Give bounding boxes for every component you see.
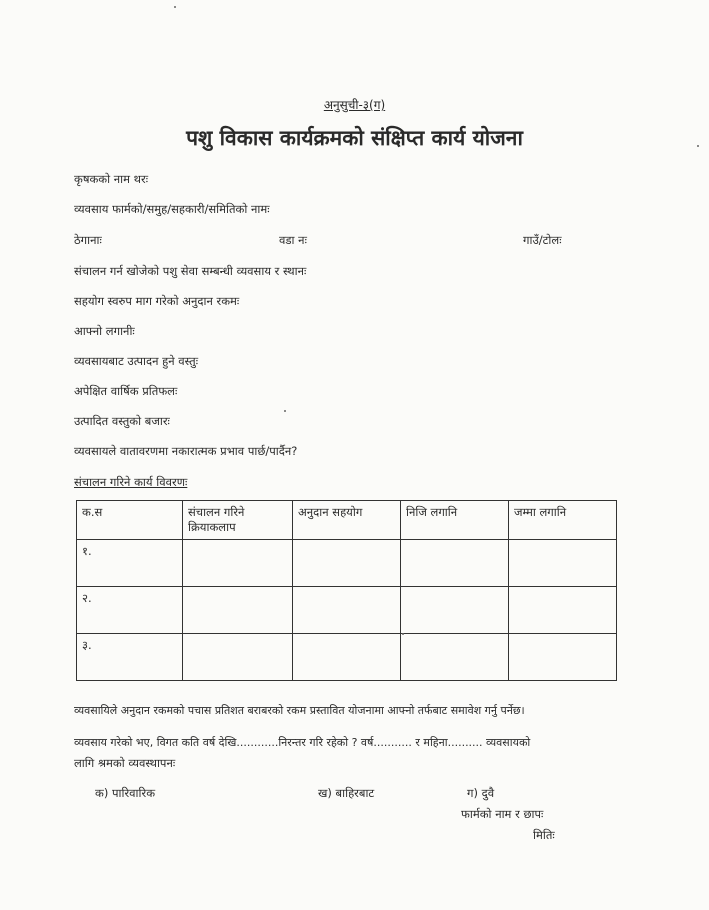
- col-header-serial: क.स: [77, 501, 183, 540]
- col-header-grant: अनुदान सहयोग: [293, 501, 401, 540]
- col-header-activity: संचालन गरिने क्रियाकलाप: [183, 501, 293, 540]
- scan-speck: [174, 6, 176, 8]
- table-header-row: [77, 501, 617, 540]
- page-title: पशु विकास कार्यक्रमको संक्षिप्त कार्य योजना: [186, 126, 523, 150]
- scan-speck: [402, 633, 404, 635]
- table-cell[interactable]: [183, 540, 293, 587]
- business-name-field: व्यवसाय फार्मको/समुह/सहकारी/समितिको नामः: [74, 202, 270, 216]
- business-place-field: संचालन गर्न खोजेको पशु सेवा सम्बन्धी व्यवसाय र स्थानः: [74, 264, 307, 278]
- table-cell[interactable]: [293, 634, 401, 681]
- farmer-name-field: कृषकको नाम थरः: [74, 172, 149, 186]
- experience-line-1: व्यवसाय गरेको भए, विगत कति वर्ष देखि............निरन्तर गरि रहेको ? वर्ष........... र महिना.......... व्यवसायको: [74, 736, 531, 749]
- section-heading: संचालन गरिने कार्य विवरणः: [74, 475, 188, 489]
- table-row: [77, 634, 617, 681]
- experience-line-2: लागि श्रमको व्यवस्थापनः: [74, 756, 176, 770]
- schedule-label: अनुसुची-३(ग): [323, 98, 386, 112]
- table-cell[interactable]: [401, 587, 509, 634]
- scan-speck: [697, 145, 699, 147]
- ward-field: वडा नः: [279, 233, 307, 247]
- labor-option-external: ख) बाहिरबाट: [318, 786, 375, 800]
- products-field: व्यवसायबाट उत्पादन हुने वस्तुः: [74, 354, 199, 368]
- table-cell[interactable]: [509, 634, 617, 681]
- environment-field: व्यवसायले वातावरणमा नकारात्मक प्रभाव पार्छ/पार्दैन?: [74, 444, 298, 458]
- market-field: उत्पादित वस्तुको बजारः: [74, 414, 170, 428]
- table-cell[interactable]: [401, 540, 509, 587]
- expected-return-field: अपेक्षित वार्षिक प्रतिफलः: [74, 384, 178, 398]
- grant-requested-field: सहयोग स्वरुप माग गरेको अनुदान रकमः: [74, 294, 240, 308]
- table-cell[interactable]: [401, 634, 509, 681]
- commitment-paragraph: व्यवसायिले अनुदान रकमको पचास प्रतिशत बराबरको रकम प्रस्तावित योजनामा आफ्नो तर्फबाट समावेश गर्नु पर्नेछ।: [74, 704, 525, 717]
- scan-speck: [284, 410, 286, 412]
- table-cell[interactable]: [293, 540, 401, 587]
- table-cell[interactable]: [509, 587, 617, 634]
- row-number: २.: [77, 587, 183, 634]
- table-cell[interactable]: [293, 587, 401, 634]
- row-number: ३.: [77, 634, 183, 681]
- own-investment-field: आफ्नो लगानीः: [74, 324, 135, 338]
- row-number: १.: [77, 540, 183, 587]
- address-field: ठेगानाः: [74, 233, 102, 247]
- table-cell[interactable]: [183, 634, 293, 681]
- table-cell[interactable]: [509, 540, 617, 587]
- col-header-private: निजि लगानि: [401, 501, 509, 540]
- village-field: गाउँ/टोलः: [523, 233, 562, 247]
- date-label: मितिः: [533, 828, 555, 842]
- col-header-total: जम्मा लगानि: [509, 501, 617, 540]
- farm-stamp-label: फार्मको नाम र छापः: [461, 807, 544, 821]
- activity-table: [76, 500, 617, 681]
- labor-option-family: क) पारिवारिक: [95, 786, 156, 800]
- table-row: [77, 540, 617, 587]
- table-row: [77, 587, 617, 634]
- table-cell[interactable]: [183, 587, 293, 634]
- labor-option-both: ग) दुवै: [467, 786, 495, 800]
